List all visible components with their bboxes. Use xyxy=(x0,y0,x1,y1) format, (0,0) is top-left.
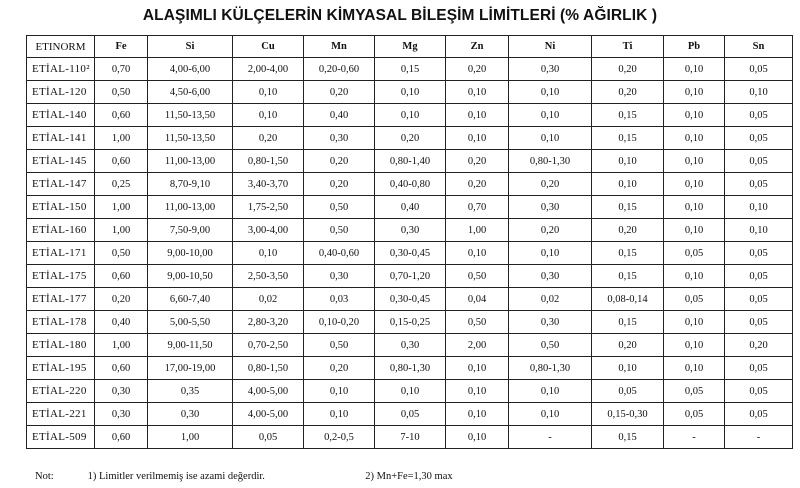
table-cell: 0,10 xyxy=(664,196,725,219)
table-cell: 0,20 xyxy=(592,81,664,104)
table-cell: 2,80-3,20 xyxy=(233,311,304,334)
table-cell: 1,75-2,50 xyxy=(233,196,304,219)
table-cell: 0,10 xyxy=(592,150,664,173)
table-cell: 0,10-0,20 xyxy=(304,311,375,334)
footnote xyxy=(35,471,453,482)
footnote-2: 2) Mn+Fe=1,30 max xyxy=(365,471,453,482)
table-cell: 0,20 xyxy=(304,81,375,104)
column-header-name: ETINORM xyxy=(27,36,95,58)
table-row xyxy=(27,127,793,150)
table-cell: 0,10 xyxy=(664,311,725,334)
table-cell: 0,05 xyxy=(664,242,725,265)
table-cell: 0,25 xyxy=(95,173,148,196)
table-cell: 0,10 xyxy=(664,150,725,173)
table-cell: 0,20 xyxy=(725,334,793,357)
table-cell: 0,10 xyxy=(509,380,592,403)
table-cell: 0,05 xyxy=(725,58,793,81)
table-cell: 0,10 xyxy=(664,219,725,242)
table-cell: 0,10 xyxy=(664,81,725,104)
table-cell: 2,50-3,50 xyxy=(233,265,304,288)
alloy-name-cell: ETİAL-110² xyxy=(27,58,95,81)
table-cell: 0,20 xyxy=(592,58,664,81)
table-cell: 0,20 xyxy=(592,334,664,357)
table-cell: 0,05 xyxy=(725,150,793,173)
table-cell: 2,00-4,00 xyxy=(233,58,304,81)
table-cell: 0,05 xyxy=(664,403,725,426)
table-cell: 0,70 xyxy=(446,196,509,219)
table-cell: 11,50-13,50 xyxy=(148,104,233,127)
table-cell: 0,10 xyxy=(446,104,509,127)
table-cell: 0,10 xyxy=(509,242,592,265)
page-title: ALAŞIMLI KÜLÇELERİN KİMYASAL BİLEŞİM LİMİTLERİ (% AĞIRLIK ) xyxy=(142,7,658,24)
table-cell: 11,50-13,50 xyxy=(148,127,233,150)
table-cell: 0,80-1,30 xyxy=(509,357,592,380)
table-cell: 0,20 xyxy=(304,357,375,380)
alloy-name-cell: ETİAL-140 xyxy=(27,104,95,127)
table-cell: 0,10 xyxy=(446,81,509,104)
table-cell: 0,05 xyxy=(725,403,793,426)
table-cell: 0,05 xyxy=(725,104,793,127)
table-cell: 0,10 xyxy=(509,104,592,127)
table-cell: 0,30 xyxy=(304,127,375,150)
table-cell: 0,15 xyxy=(592,127,664,150)
table-cell: 0,30 xyxy=(509,311,592,334)
table-cell: 0,70-2,50 xyxy=(233,334,304,357)
table-cell: 0,40-0,60 xyxy=(304,242,375,265)
table-cell: 1,00 xyxy=(446,219,509,242)
column-header-7: Ni xyxy=(509,36,592,58)
header-row xyxy=(27,36,793,58)
table-row xyxy=(27,403,793,426)
table-row xyxy=(27,426,793,449)
alloy-name-cell: ETİAL-150 xyxy=(27,196,95,219)
table-cell: 0,10 xyxy=(233,81,304,104)
table-cell: 0,02 xyxy=(233,288,304,311)
alloy-name-cell: ETİAL-120 xyxy=(27,81,95,104)
table-cell: 0,20 xyxy=(375,127,446,150)
table-cell: - xyxy=(664,426,725,449)
table-cell: 0,60 xyxy=(95,265,148,288)
footnote-label: Not: xyxy=(35,471,54,482)
table-cell: 0,10 xyxy=(509,403,592,426)
table-cell: 0,10 xyxy=(509,127,592,150)
table-cell: 0,10 xyxy=(664,58,725,81)
table-cell: 0,70-1,20 xyxy=(375,265,446,288)
table-cell: 0,05 xyxy=(233,426,304,449)
table-cell: 0,10 xyxy=(446,127,509,150)
alloy-name-cell: ETİAL-141 xyxy=(27,127,95,150)
table-cell: 0,60 xyxy=(95,426,148,449)
table-row xyxy=(27,357,793,380)
table-cell: 2,00 xyxy=(446,334,509,357)
table-cell: 0,10 xyxy=(725,219,793,242)
table-cell: 0,20 xyxy=(304,173,375,196)
table-row xyxy=(27,219,793,242)
table-cell: 0,20 xyxy=(446,150,509,173)
table-cell: 0,08-0,14 xyxy=(592,288,664,311)
table-cell: 0,30 xyxy=(509,265,592,288)
table-cell: 9,00-11,50 xyxy=(148,334,233,357)
table-cell: 0,15 xyxy=(592,311,664,334)
table-cell: 0,30 xyxy=(375,334,446,357)
table-cell: 0,50 xyxy=(95,81,148,104)
table-body xyxy=(27,58,793,449)
column-header-3: Cu xyxy=(233,36,304,58)
table-cell: 0,15 xyxy=(592,265,664,288)
table-cell: 0,10 xyxy=(233,104,304,127)
table-cell: 0,20 xyxy=(446,58,509,81)
table-cell: 0,05 xyxy=(725,357,793,380)
table-cell: 9,00-10,50 xyxy=(148,265,233,288)
column-header-9: Pb xyxy=(664,36,725,58)
table-cell: 0,10 xyxy=(446,242,509,265)
table-cell: 0,10 xyxy=(304,380,375,403)
table-cell: 0,10 xyxy=(664,127,725,150)
table-row xyxy=(27,311,793,334)
table-cell: 0,20 xyxy=(304,150,375,173)
table-row xyxy=(27,81,793,104)
table-cell: 0,03 xyxy=(304,288,375,311)
table-cell: 0,30 xyxy=(95,403,148,426)
table-cell: 0,10 xyxy=(446,426,509,449)
table-cell: 0,15-0,30 xyxy=(592,403,664,426)
alloy-name-cell: ETİAL-509 xyxy=(27,426,95,449)
table-cell: 1,00 xyxy=(148,426,233,449)
column-header-8: Ti xyxy=(592,36,664,58)
table-cell: 0,20 xyxy=(592,219,664,242)
table-cell: 0,10 xyxy=(233,242,304,265)
column-header-4: Mn xyxy=(304,36,375,58)
table-cell: 0,10 xyxy=(725,196,793,219)
table-cell: 0,10 xyxy=(375,380,446,403)
table-cell: 0,30 xyxy=(509,58,592,81)
table-cell: 11,00-13,00 xyxy=(148,150,233,173)
table-row xyxy=(27,380,793,403)
column-header-2: Si xyxy=(148,36,233,58)
table-row xyxy=(27,104,793,127)
column-header-1: Fe xyxy=(95,36,148,58)
table-cell: 0,05 xyxy=(375,403,446,426)
table-cell: 0,30 xyxy=(148,403,233,426)
table-cell: 0,10 xyxy=(664,334,725,357)
table-cell: 0,20 xyxy=(509,219,592,242)
table-cell: 0,05 xyxy=(725,380,793,403)
table-cell: 0,10 xyxy=(664,104,725,127)
table-cell: 0,10 xyxy=(509,81,592,104)
table-cell: 0,30 xyxy=(95,380,148,403)
table-cell: 0,05 xyxy=(664,288,725,311)
table-cell: 0,05 xyxy=(725,173,793,196)
table-cell: 0,2-0,5 xyxy=(304,426,375,449)
table-row xyxy=(27,58,793,81)
table-cell: 0,60 xyxy=(95,104,148,127)
alloy-name-cell: ETİAL-220 xyxy=(27,380,95,403)
table-cell: 0,15 xyxy=(375,58,446,81)
column-header-10: Sn xyxy=(725,36,793,58)
table-cell: 0,10 xyxy=(725,81,793,104)
table-row xyxy=(27,334,793,357)
table-cell: 0,30 xyxy=(304,265,375,288)
table-cell: - xyxy=(725,426,793,449)
table-cell: 1,00 xyxy=(95,196,148,219)
table-cell: 7,50-9,00 xyxy=(148,219,233,242)
table-cell: 0,30-0,45 xyxy=(375,288,446,311)
table-cell: 11,00-13,00 xyxy=(148,196,233,219)
table-cell: 0,40 xyxy=(304,104,375,127)
alloy-name-cell: ETİAL-180 xyxy=(27,334,95,357)
table-cell: 6,60-7,40 xyxy=(148,288,233,311)
column-header-6: Zn xyxy=(446,36,509,58)
table-cell: 0,80-1,50 xyxy=(233,150,304,173)
alloy-name-cell: ETİAL-177 xyxy=(27,288,95,311)
table-cell: 4,00-5,00 xyxy=(233,403,304,426)
table-cell: 0,10 xyxy=(375,104,446,127)
table-cell: 0,05 xyxy=(592,380,664,403)
table-cell: 0,10 xyxy=(446,380,509,403)
table-cell: 0,20 xyxy=(233,127,304,150)
table-cell: 3,40-3,70 xyxy=(233,173,304,196)
table-cell: - xyxy=(509,426,592,449)
table-cell: 0,50 xyxy=(304,196,375,219)
table-cell: 0,20 xyxy=(509,173,592,196)
table-cell: 0,50 xyxy=(304,219,375,242)
table-cell: 0,50 xyxy=(95,242,148,265)
table-cell: 0,05 xyxy=(725,242,793,265)
table-cell: 1,00 xyxy=(95,219,148,242)
alloy-name-cell: ETİAL-160 xyxy=(27,219,95,242)
table-cell: 0,80-1,30 xyxy=(509,150,592,173)
table-cell: 4,00-6,00 xyxy=(148,58,233,81)
table-header xyxy=(27,36,793,58)
table-cell: 0,50 xyxy=(509,334,592,357)
table-cell: 0,30-0,45 xyxy=(375,242,446,265)
table-cell: 0,05 xyxy=(725,127,793,150)
table-cell: 0,40 xyxy=(95,311,148,334)
table-cell: 1,00 xyxy=(95,334,148,357)
table-cell: 0,10 xyxy=(375,81,446,104)
table-cell: 0,10 xyxy=(592,357,664,380)
alloy-name-cell: ETİAL-178 xyxy=(27,311,95,334)
table-cell: 0,40 xyxy=(375,196,446,219)
table-cell: 0,10 xyxy=(664,265,725,288)
table-cell: 0,15-0,25 xyxy=(375,311,446,334)
table-cell: 0,70 xyxy=(95,58,148,81)
table-cell: 0,15 xyxy=(592,104,664,127)
table-cell: 0,40-0,80 xyxy=(375,173,446,196)
table-row xyxy=(27,196,793,219)
table-cell: 8,70-9,10 xyxy=(148,173,233,196)
table-cell: 0,02 xyxy=(509,288,592,311)
table-cell: 17,00-19,00 xyxy=(148,357,233,380)
table-cell: 0,50 xyxy=(304,334,375,357)
table-cell: 0,05 xyxy=(725,265,793,288)
table-row xyxy=(27,173,793,196)
table-cell: 0,04 xyxy=(446,288,509,311)
composition-table xyxy=(26,35,793,449)
alloy-name-cell: ETİAL-147 xyxy=(27,173,95,196)
table-cell: 0,10 xyxy=(446,357,509,380)
table-cell: 0,05 xyxy=(725,311,793,334)
table-cell: 0,60 xyxy=(95,357,148,380)
table-cell: 0,10 xyxy=(592,173,664,196)
table-cell: 0,10 xyxy=(446,403,509,426)
table-cell: 0,10 xyxy=(304,403,375,426)
table-cell: 0,10 xyxy=(664,173,725,196)
table-cell: 7-10 xyxy=(375,426,446,449)
column-header-5: Mg xyxy=(375,36,446,58)
alloy-name-cell: ETİAL-171 xyxy=(27,242,95,265)
table-cell: 0,05 xyxy=(664,380,725,403)
table-cell: 0,50 xyxy=(446,265,509,288)
alloy-name-cell: ETİAL-221 xyxy=(27,403,95,426)
table-cell: 0,15 xyxy=(592,426,664,449)
table-cell: 1,00 xyxy=(95,127,148,150)
table-row xyxy=(27,288,793,311)
table-cell: 3,00-4,00 xyxy=(233,219,304,242)
table-cell: 0,20 xyxy=(446,173,509,196)
table-cell: 0,60 xyxy=(95,150,148,173)
alloy-name-cell: ETİAL-175 xyxy=(27,265,95,288)
table-cell: 5,00-5,50 xyxy=(148,311,233,334)
table-row xyxy=(27,265,793,288)
table-cell: 0,80-1,40 xyxy=(375,150,446,173)
table-cell: 0,15 xyxy=(592,242,664,265)
table-cell: 0,15 xyxy=(592,196,664,219)
table-row xyxy=(27,150,793,173)
alloy-name-cell: ETİAL-145 xyxy=(27,150,95,173)
table-cell: 0,50 xyxy=(446,311,509,334)
table-cell: 0,10 xyxy=(664,357,725,380)
table-cell: 0,35 xyxy=(148,380,233,403)
footnote-1: 1) Limitler verilmemiş ise azami değerdir. xyxy=(87,471,265,482)
table-cell: 0,80-1,30 xyxy=(375,357,446,380)
table-row xyxy=(27,242,793,265)
alloy-name-cell: ETİAL-195 xyxy=(27,357,95,380)
table-cell: 4,50-6,00 xyxy=(148,81,233,104)
table-cell: 4,00-5,00 xyxy=(233,380,304,403)
table-cell: 0,20 xyxy=(95,288,148,311)
table-cell: 0,30 xyxy=(509,196,592,219)
table-cell: 0,20-0,60 xyxy=(304,58,375,81)
table-cell: 0,80-1,50 xyxy=(233,357,304,380)
table-cell: 0,30 xyxy=(375,219,446,242)
table-cell: 9,00-10,00 xyxy=(148,242,233,265)
table-cell: 0,05 xyxy=(725,288,793,311)
